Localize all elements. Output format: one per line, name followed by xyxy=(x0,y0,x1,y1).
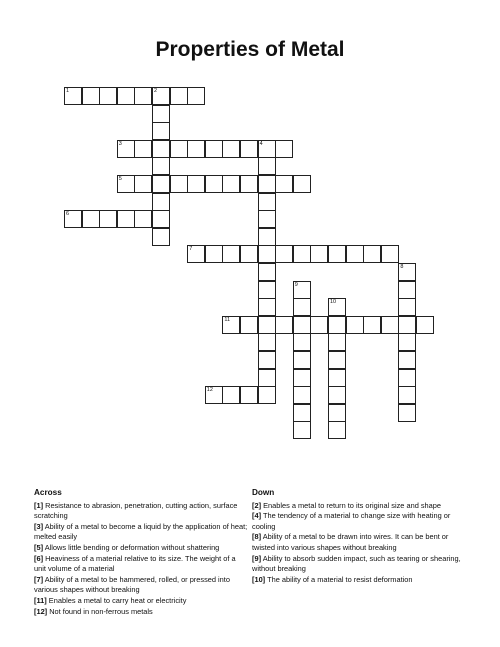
clue-across-3 xyxy=(34,522,249,543)
crossword-cell[interactable] xyxy=(310,245,328,263)
crossword-cell[interactable] xyxy=(117,140,135,158)
crossword-cell[interactable] xyxy=(258,386,276,404)
down-heading: Down xyxy=(252,488,275,497)
crossword-cell[interactable] xyxy=(398,316,416,334)
down-clues xyxy=(252,488,467,585)
crossword-cell[interactable] xyxy=(275,175,293,193)
clue-down-10 xyxy=(252,575,467,586)
crossword-cell[interactable] xyxy=(258,140,276,158)
crossword-cell[interactable] xyxy=(398,281,416,299)
crossword-cell[interactable] xyxy=(134,210,152,228)
crossword-cell[interactable] xyxy=(258,316,276,334)
clue-number-label: 1 xyxy=(66,88,70,94)
clue-number-label: 3 xyxy=(118,140,122,147)
crossword-cell[interactable] xyxy=(258,175,276,193)
across-clues xyxy=(34,488,249,617)
crossword-cell[interactable] xyxy=(293,281,311,299)
crossword-cell[interactable] xyxy=(328,369,346,387)
crossword-cell[interactable] xyxy=(152,87,170,105)
crossword-cell[interactable] xyxy=(99,210,117,228)
crossword-cell[interactable] xyxy=(293,404,311,422)
crossword-cell[interactable] xyxy=(328,316,346,334)
crossword-cell[interactable] xyxy=(82,210,100,228)
crossword-cell[interactable] xyxy=(258,333,276,351)
crossword-cell[interactable] xyxy=(398,333,416,351)
crossword-cell[interactable] xyxy=(64,87,82,105)
clue-across-1 xyxy=(34,501,249,522)
crossword-cell[interactable] xyxy=(293,386,311,404)
crossword-cell[interactable] xyxy=(293,333,311,351)
crossword-cell[interactable] xyxy=(258,351,276,369)
crossword-cell[interactable] xyxy=(187,245,205,263)
crossword-cell[interactable] xyxy=(258,245,276,263)
crossword-cell[interactable] xyxy=(152,175,170,193)
clue-text: Enables a metal to carry heat or electricity xyxy=(46,595,187,605)
clue-number: [7] xyxy=(34,574,44,584)
crossword-cell[interactable] xyxy=(328,386,346,404)
crossword-cell[interactable] xyxy=(328,351,346,369)
crossword-cell[interactable] xyxy=(258,157,276,175)
crossword-cell[interactable] xyxy=(293,421,311,439)
page-title: Properties of Metal xyxy=(155,38,345,61)
clue-down-8 xyxy=(252,532,467,553)
clue-number: [11] xyxy=(34,595,47,605)
crossword-cell[interactable] xyxy=(205,245,223,263)
crossword-cell[interactable] xyxy=(152,228,170,246)
crossword-cell[interactable] xyxy=(82,87,100,105)
clue-number: [4] xyxy=(252,511,262,521)
crossword-cell[interactable] xyxy=(64,210,82,228)
crossword-cell[interactable] xyxy=(99,87,117,105)
crossword-cell[interactable] xyxy=(293,316,311,334)
clue-number-label: 5 xyxy=(118,176,122,182)
crossword-cell[interactable] xyxy=(152,122,170,140)
clue-down-4 xyxy=(252,511,467,532)
crossword-cell[interactable] xyxy=(258,281,276,299)
crossword-cell[interactable] xyxy=(381,245,399,263)
crossword-cell[interactable] xyxy=(240,140,258,158)
crossword-cell[interactable] xyxy=(328,298,346,316)
crossword-cell[interactable] xyxy=(398,369,416,387)
clue-number: [6] xyxy=(34,553,44,563)
clue-number-label: 11 xyxy=(224,316,231,323)
crossword-cell[interactable] xyxy=(346,245,364,263)
crossword-cell[interactable] xyxy=(134,140,152,158)
crossword-cell[interactable] xyxy=(275,245,293,263)
crossword-cell[interactable] xyxy=(222,175,240,193)
crossword-cell[interactable] xyxy=(240,316,258,334)
clue-across-6 xyxy=(34,554,249,575)
crossword-cell[interactable] xyxy=(293,175,311,193)
crossword-cell[interactable] xyxy=(117,175,135,193)
clue-number: [1] xyxy=(34,500,44,510)
crossword-cell[interactable] xyxy=(152,105,170,123)
crossword-cell[interactable] xyxy=(187,87,205,105)
crossword-cell[interactable] xyxy=(293,298,311,316)
crossword-cell[interactable] xyxy=(187,140,205,158)
clue-number-label: 4 xyxy=(259,140,263,147)
crossword-cell[interactable] xyxy=(293,245,311,263)
clue-number-label: 2 xyxy=(154,88,158,94)
crossword-cell[interactable] xyxy=(258,193,276,211)
crossword-cell[interactable] xyxy=(152,140,170,158)
clue-text: The ability of a material to resist deformation xyxy=(265,574,413,584)
crossword-cell[interactable] xyxy=(310,316,328,334)
crossword-cell[interactable] xyxy=(258,369,276,387)
clue-across-11 xyxy=(34,596,249,607)
clue-text: Not found in non-ferrous metals xyxy=(47,606,153,616)
crossword-cell[interactable] xyxy=(240,245,258,263)
crossword-cell[interactable] xyxy=(328,333,346,351)
crossword-cell[interactable] xyxy=(240,386,258,404)
crossword-cell[interactable] xyxy=(152,193,170,211)
crossword-cell[interactable] xyxy=(205,175,223,193)
crossword-cell[interactable] xyxy=(205,140,223,158)
clue-number: [5] xyxy=(34,542,44,552)
crossword-cell[interactable] xyxy=(117,210,135,228)
crossword-cell[interactable] xyxy=(381,316,399,334)
crossword-cell[interactable] xyxy=(416,316,434,334)
crossword-cell[interactable] xyxy=(328,404,346,422)
crossword-cell[interactable] xyxy=(117,87,135,105)
clue-text: Ability of a metal to be hammered, rolled, or pressed into various shapes without breaking xyxy=(34,574,230,595)
crossword-cell[interactable] xyxy=(363,245,381,263)
crossword-cell[interactable] xyxy=(275,316,293,334)
clue-across-12 xyxy=(34,607,249,618)
crossword-cell[interactable] xyxy=(398,298,416,316)
clue-text: Ability to absorb sudden impact, such as tearing or shearing, without breaking xyxy=(252,553,461,574)
crossword-cell[interactable] xyxy=(258,263,276,281)
clue-text: Ability of a metal to be drawn into wires. It can be bent or twisted into various shapes without breaking xyxy=(252,532,449,552)
crossword-cell[interactable] xyxy=(398,351,416,369)
clue-text: Ability of a metal to become a liquid by the application of heat; melted easily xyxy=(34,521,248,542)
crossword-cell[interactable] xyxy=(293,351,311,369)
crossword-cell[interactable] xyxy=(222,245,240,263)
crossword-cell[interactable] xyxy=(222,316,240,334)
clue-number: [2] xyxy=(252,500,262,510)
clue-text: The tendency of a material to change size with heating or cooling xyxy=(252,511,451,531)
clue-number-label: 6 xyxy=(66,211,70,218)
crossword-cell[interactable] xyxy=(170,175,188,193)
clue-number: [10] xyxy=(252,574,266,584)
clue-number: [8] xyxy=(252,532,262,542)
crossword-cell[interactable] xyxy=(328,421,346,439)
crossword-cell[interactable] xyxy=(152,210,170,228)
crossword-cell[interactable] xyxy=(398,263,416,281)
clue-text: Allows little bending or deformation without shattering xyxy=(43,542,220,552)
crossword-cell[interactable] xyxy=(346,316,364,334)
clue-number: [12] xyxy=(34,606,48,616)
crossword-cell[interactable] xyxy=(134,175,152,193)
crossword-cell[interactable] xyxy=(258,228,276,246)
crossword-cell[interactable] xyxy=(398,404,416,422)
clue-text: Heaviness of a material relative to its size. The weight of a unit volume of a material xyxy=(34,553,236,574)
crossword-cell[interactable] xyxy=(134,87,152,105)
clue-number-label: 7 xyxy=(189,246,193,253)
crossword-cell[interactable] xyxy=(258,210,276,228)
crossword-cell[interactable] xyxy=(222,140,240,158)
clue-down-2 xyxy=(252,501,467,512)
crossword-cell[interactable] xyxy=(170,140,188,158)
clue-number: [9] xyxy=(252,553,262,563)
clue-down-9 xyxy=(252,554,467,575)
clue-text: Enables a metal to return to its original size and shape xyxy=(261,500,441,510)
crossword-cell[interactable] xyxy=(187,175,205,193)
crossword-cell[interactable] xyxy=(152,157,170,175)
crossword-cell[interactable] xyxy=(222,386,240,404)
crossword-cell[interactable] xyxy=(293,369,311,387)
crossword-cell[interactable] xyxy=(328,245,346,263)
crossword-cell[interactable] xyxy=(240,175,258,193)
crossword-cell[interactable] xyxy=(363,316,381,334)
clue-across-5 xyxy=(34,543,249,554)
crossword-cell[interactable] xyxy=(275,140,293,158)
clue-number: [3] xyxy=(34,521,44,531)
clue-number-label: 12 xyxy=(206,387,213,394)
across-heading: Across xyxy=(34,488,62,497)
clue-number-label: 8 xyxy=(400,264,404,270)
crossword-cell[interactable] xyxy=(170,87,188,105)
clue-across-7 xyxy=(34,575,249,596)
clue-number-label: 9 xyxy=(294,281,298,288)
crossword-cell[interactable] xyxy=(258,298,276,316)
crossword-cell[interactable] xyxy=(398,386,416,404)
crossword-cell[interactable] xyxy=(205,386,223,404)
clue-number-label: 10 xyxy=(330,299,337,306)
clue-text: Resistance to abrasion, penetration, cutting action, surface scratching xyxy=(34,500,238,521)
